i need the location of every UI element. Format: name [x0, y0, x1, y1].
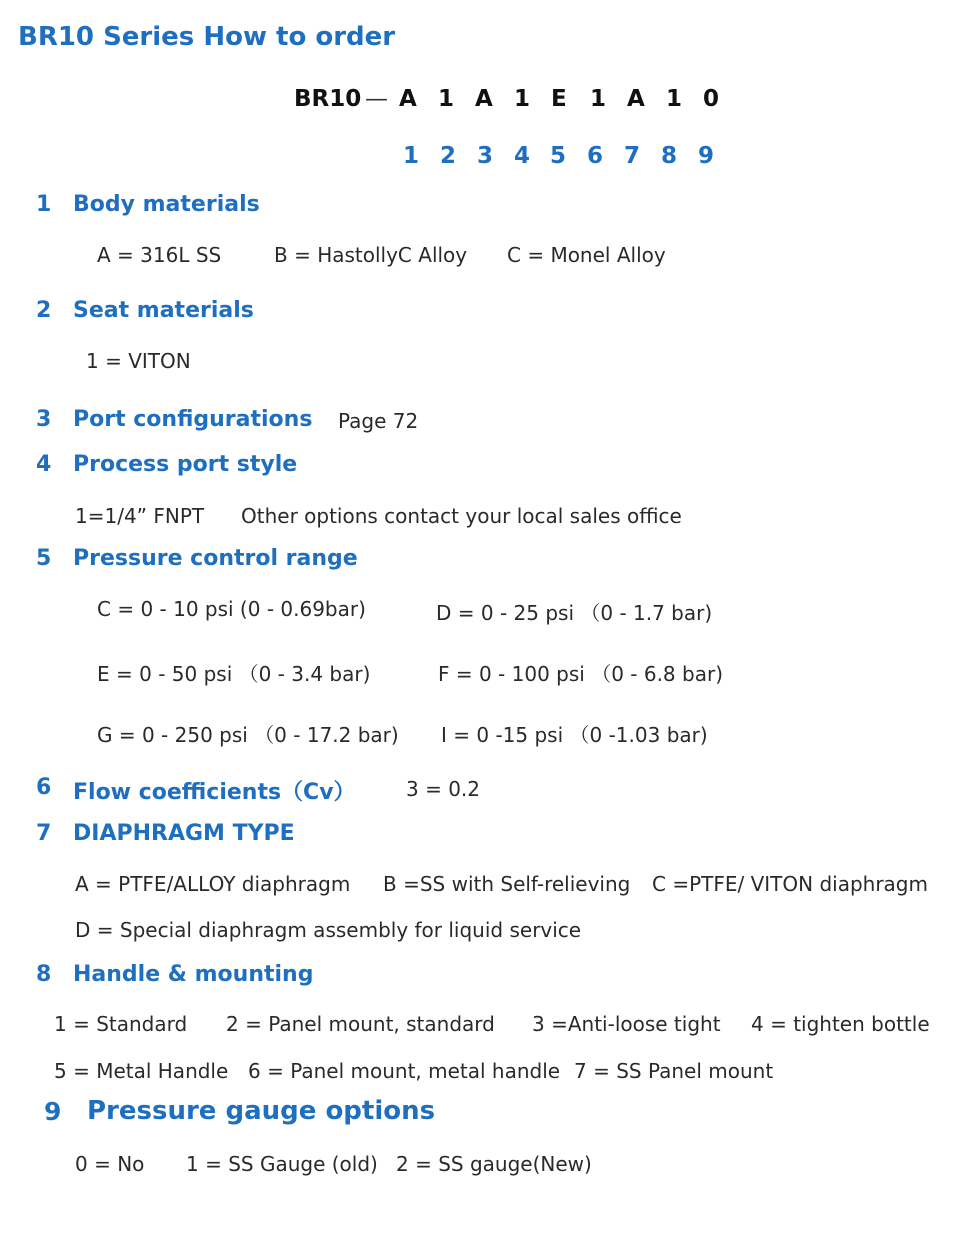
section-title-handle-mounting: Handle & mounting: [73, 962, 314, 987]
option-item: 5 = Metal Handle: [54, 1059, 229, 1083]
option-item: 7 = SS Panel mount: [574, 1059, 774, 1083]
section-number: 8: [36, 962, 52, 987]
page-reference: Page 72: [338, 409, 419, 433]
option-item: D = Special diaphragm assembly for liquid service: [75, 918, 582, 942]
option-item: D = 0 - 25 psi （0 - 1.7 bar): [436, 601, 713, 625]
option-item: Other options contact your local sales office: [241, 504, 682, 528]
option-item: 1=1/4” FNPT: [75, 504, 205, 528]
order-code-letter: 1: [590, 86, 607, 112]
option-item: 6 = Panel mount, metal handle: [248, 1059, 561, 1083]
option-item: C = 0 - 10 psi (0 - 0.69bar): [97, 597, 366, 621]
option-item: A = 316L SS: [97, 243, 222, 267]
option-item: G = 0 - 250 psi （0 - 17.2 bar): [97, 723, 399, 747]
section-number: 2: [36, 298, 52, 323]
option-item: 3 = 0.2: [406, 777, 481, 801]
option-item: C =PTFE/ VITON diaphragm: [652, 872, 928, 896]
order-code-position: 2: [440, 143, 457, 169]
order-code-letter: A: [627, 86, 645, 112]
option-item: 2 = SS gauge(New): [396, 1152, 592, 1176]
section-number: 6: [36, 775, 52, 800]
order-code-letter: 1: [514, 86, 531, 112]
order-code-position: 3: [477, 143, 494, 169]
order-code-prefix: BR10: [294, 86, 362, 112]
order-code-position: 8: [661, 143, 678, 169]
option-item: A = PTFE/ALLOY diaphragm: [75, 872, 351, 896]
order-code-letter: A: [399, 86, 417, 112]
option-item: C = Monel Alloy: [507, 243, 666, 267]
option-item: B = HastollyC Alloy: [274, 243, 468, 267]
option-item: 1 = SS Gauge (old): [186, 1152, 378, 1176]
section-number: 9: [44, 1097, 62, 1126]
order-code-position: 7: [624, 143, 641, 169]
section-title-seat-materials: Seat materials: [73, 298, 254, 323]
order-code-letter: 1: [666, 86, 683, 112]
option-item: F = 0 - 100 psi （0 - 6.8 bar): [438, 662, 723, 686]
option-item: E = 0 - 50 psi （0 - 3.4 bar): [97, 662, 371, 686]
order-code-position: 1: [403, 143, 420, 169]
section-title-body-materials: Body materials: [73, 192, 260, 217]
option-item: 1 = VITON: [86, 349, 191, 373]
order-code-letter: 0: [703, 86, 720, 112]
order-code-position: 4: [514, 143, 531, 169]
section-title-diaphragm-type: DIAPHRAGM TYPE: [73, 821, 295, 846]
section-number: 5: [36, 546, 52, 571]
order-code-dash: —: [365, 86, 388, 112]
option-item: I = 0 -15 psi （0 -1.03 bar): [441, 723, 708, 747]
order-code-position: 5: [550, 143, 567, 169]
order-code-letter: 1: [438, 86, 455, 112]
section-number: 4: [36, 452, 52, 477]
option-item: 1 = Standard: [54, 1012, 188, 1036]
section-title-process-port-style: Process port style: [73, 452, 298, 477]
option-item: B =SS with Self-relieving: [383, 872, 631, 896]
section-title-pressure-gauge-options: Pressure gauge options: [87, 1096, 436, 1126]
page-title: BR10 Series How to order: [18, 22, 396, 52]
option-item: 3 =Anti-loose tight: [532, 1012, 721, 1036]
order-code-letter: E: [551, 86, 567, 112]
order-code-position: 9: [698, 143, 715, 169]
order-code-letter: A: [475, 86, 493, 112]
section-number: 1: [36, 192, 52, 217]
option-item: 2 = Panel mount, standard: [226, 1012, 495, 1036]
order-code-position: 6: [587, 143, 604, 169]
section-number: 3: [36, 407, 52, 432]
section-number: 7: [36, 821, 52, 846]
section-title-pressure-control-range: Pressure control range: [73, 546, 358, 571]
section-title-flow-coefficients: Flow coefficients（Cv）: [73, 780, 356, 805]
section-title-port-configurations: Port configurations: [73, 407, 313, 432]
option-item: 0 = No: [75, 1152, 145, 1176]
option-item: 4 = tighten bottle: [751, 1012, 930, 1036]
